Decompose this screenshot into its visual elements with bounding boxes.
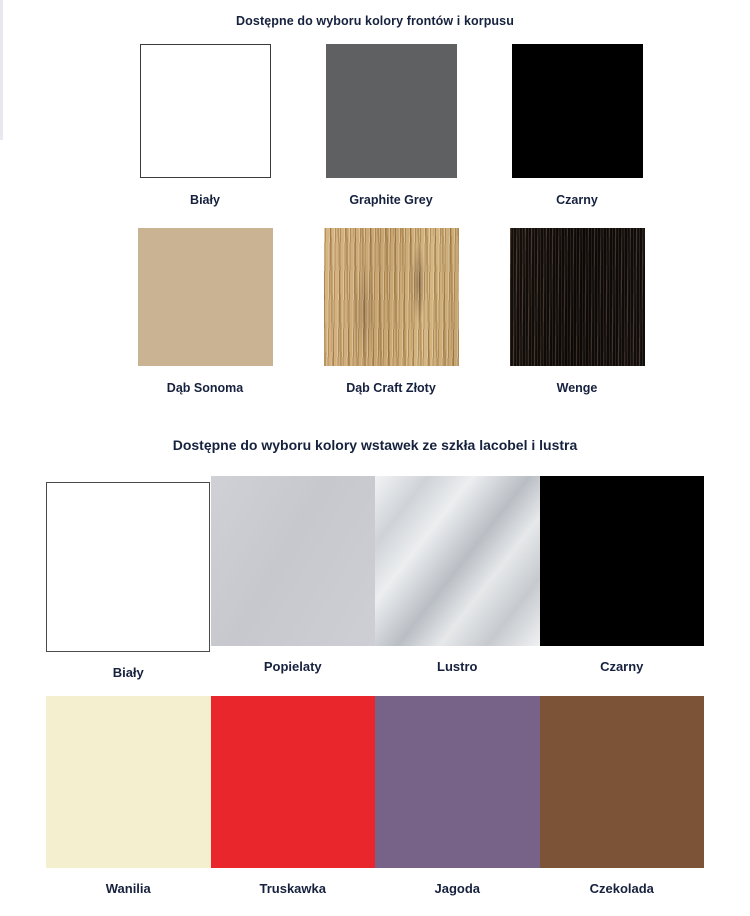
swatch-label: Truskawka xyxy=(259,881,326,896)
color-swatch-graphite-grey[interactable] xyxy=(326,44,457,178)
fronts-and-body-swatch-grid xyxy=(112,44,672,398)
swatch-item[interactable] xyxy=(484,228,670,398)
glass-swatch-jagoda[interactable] xyxy=(375,696,540,868)
swatch-item[interactable] xyxy=(112,228,298,398)
swatch-item[interactable] xyxy=(540,476,705,682)
swatch-label: Lustro xyxy=(437,659,478,674)
swatch-row xyxy=(46,476,704,682)
fronts-and-body-colors-heading: Dostępne do wyboru kolory frontów i korpusu xyxy=(236,14,514,28)
color-swatch-wenge[interactable] xyxy=(510,228,645,366)
swatch-row xyxy=(46,696,704,898)
swatch-label: Biały xyxy=(112,665,144,680)
swatch-label: Popielaty xyxy=(263,659,322,674)
glass-swatch-truskawka[interactable] xyxy=(211,696,376,868)
swatch-label: Jagoda xyxy=(434,881,480,896)
swatch-item[interactable] xyxy=(211,696,376,898)
swatch-label: Czarny xyxy=(600,659,644,674)
color-swatch-dab-craft-zloty[interactable] xyxy=(324,228,459,366)
swatch-label: Dąb Craft Złoty xyxy=(346,381,436,395)
glass-and-mirror-swatch-grid xyxy=(46,476,704,898)
glass-swatch-czarny[interactable] xyxy=(540,476,705,646)
swatch-item[interactable] xyxy=(298,228,484,398)
glass-swatch-wanilia[interactable] xyxy=(46,696,211,868)
color-swatch-dab-sonoma[interactable] xyxy=(138,228,273,366)
glass-swatch-lustro[interactable] xyxy=(375,476,540,646)
glass-swatch-czekolada[interactable] xyxy=(540,696,705,868)
swatch-item[interactable] xyxy=(375,476,540,682)
swatch-label: Czekolada xyxy=(589,881,654,896)
glass-swatch-bialy[interactable] xyxy=(46,482,210,652)
glass-swatch-popielaty[interactable] xyxy=(211,476,376,646)
swatch-label: Czarny xyxy=(556,193,598,207)
glass-and-mirror-colors-heading: Dostępne do wyboru kolory wstawek ze szkła lacobel i lustra xyxy=(172,437,578,453)
swatch-item[interactable] xyxy=(540,696,705,898)
swatch-label: Wanilia xyxy=(105,881,151,896)
swatch-item[interactable] xyxy=(46,476,211,682)
swatch-item[interactable] xyxy=(112,44,298,210)
swatch-label: Wenge xyxy=(556,381,598,395)
swatch-item[interactable] xyxy=(46,696,211,898)
swatch-label: Graphite Grey xyxy=(349,193,433,207)
swatch-label: Dąb Sonoma xyxy=(166,381,244,395)
swatch-label: Biały xyxy=(190,193,220,207)
swatch-item[interactable] xyxy=(484,44,670,210)
color-swatch-bialy[interactable] xyxy=(140,44,271,178)
color-swatch-czarny[interactable] xyxy=(512,44,643,178)
swatch-item[interactable] xyxy=(375,696,540,898)
swatch-item[interactable] xyxy=(211,476,376,682)
swatch-item[interactable] xyxy=(298,44,484,210)
